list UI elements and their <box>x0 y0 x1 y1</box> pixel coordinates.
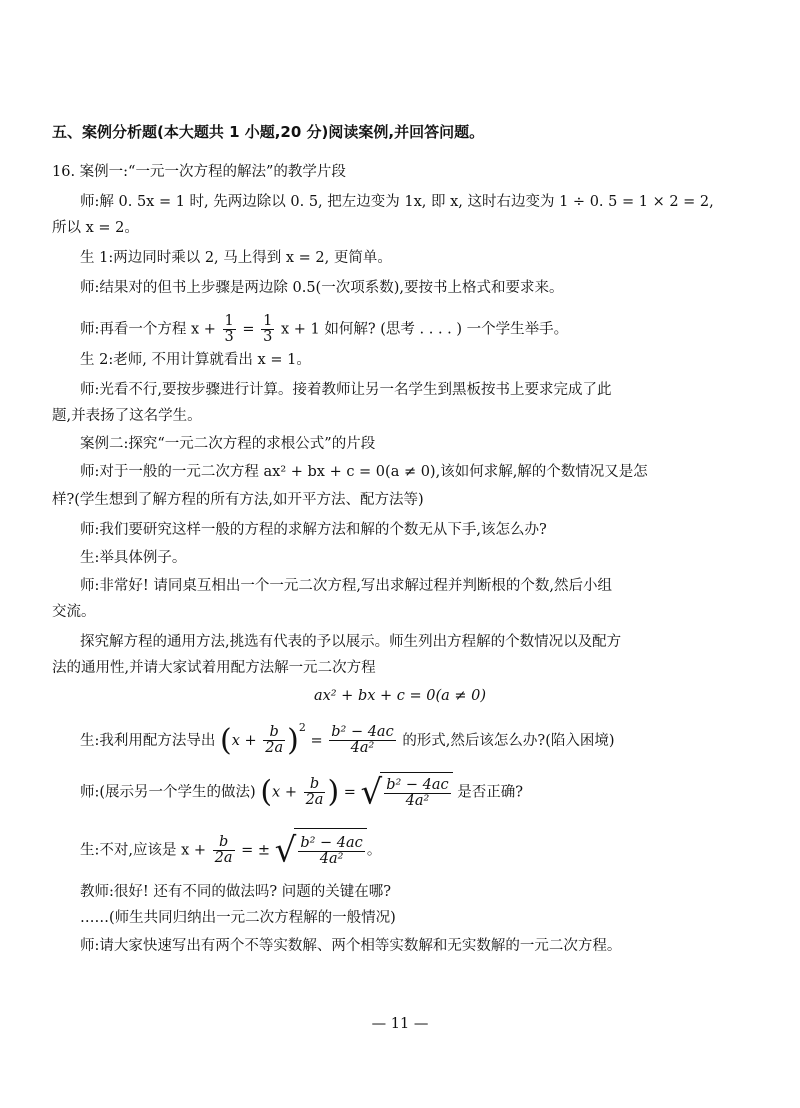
paragraph-line: 法的通用性,并请大家试着用配方法解一元二次方程 <box>52 660 376 676</box>
paragraph-line: 探究解方程的通用方法,挑选有代表的予以展示。师生列出方程解的个数情况以及配方 <box>80 634 622 650</box>
denominator: 4a² <box>350 740 375 757</box>
denominator: 3 <box>224 329 234 345</box>
exponent: 2 <box>298 721 306 734</box>
paragraph-line: 生 2:老师, 不用计算就看出 x = 1。 <box>80 352 311 368</box>
fraction <box>304 777 326 808</box>
denominator: 4a² <box>405 792 430 809</box>
denominator: 3 <box>263 329 273 345</box>
text-segment: x + 1 如何解? (思考 . . . . ) 一个学生举手。 <box>281 321 569 338</box>
fraction <box>329 725 395 756</box>
paragraph-line: 师:光看不行,要按步骤进行计算。接着教师让另一名学生到黑板按书上要求完成了此 <box>80 382 612 398</box>
denominator: 4a² <box>319 850 344 867</box>
text-segment: 是否正确? <box>457 784 524 801</box>
fraction <box>384 778 450 809</box>
page-number: — 11 — <box>371 1016 429 1032</box>
text-segment: 师:再看一个方程 x + <box>80 321 216 338</box>
fraction <box>223 314 236 345</box>
case1-title-line <box>52 162 760 182</box>
numerator: b² − 4ac <box>331 724 394 741</box>
fraction <box>263 725 285 756</box>
square-root <box>275 828 367 873</box>
paragraph-line-formula <box>80 716 760 756</box>
paragraph-line: 生 1:两边同时乘以 2, 马上得到 x = 2, 更简单。 <box>80 250 392 266</box>
paragraph-line: 师:我们要研究这样一般的方程的求解方法和解的个数无从下手,该怎么办? <box>80 522 547 538</box>
fraction <box>261 314 274 345</box>
paragraph-line: 师:非常好! 请同桌互相出一个一元二次方程,写出求解过程并判断根的个数,然后小组 <box>80 578 613 594</box>
left-paren: ( <box>220 722 232 758</box>
denominator: 2a <box>214 850 233 866</box>
section-title: 五、案例分析题(本大题共 1 小题,20 分)阅读案例,并回答问题。 <box>52 123 485 141</box>
question-number: 16. <box>52 164 76 180</box>
right-paren: ) <box>287 722 299 758</box>
numerator: 1 <box>263 313 273 329</box>
equals-sign: = <box>343 784 356 801</box>
text-segment: 生:我利用配方法导出 <box>80 732 216 749</box>
case2-title: 案例二:探究“一元二次方程的求根公式”的片段 <box>80 436 376 452</box>
numerator: 1 <box>224 313 234 329</box>
paragraph-line: 师:解 0. 5x = 1 时, 先两边除以 0. 5, 把左边变为 1x, 即 x, 这时右边变为 1 ÷ 0. 5 = 1 × 2 = 2, <box>80 194 714 210</box>
text-segment: 。 <box>366 842 382 859</box>
paragraph-line: 师:请大家快速写出有两个不等实数解、两个相等实数解和无实数解的一元二次方程。 <box>80 938 622 954</box>
numerator: b <box>213 835 235 851</box>
math-term: x + <box>231 732 257 749</box>
case1-title: 案例一:“一元一次方程的解法”的教学片段 <box>79 164 346 180</box>
paragraph-line: 所以 x = 2。 <box>52 220 139 236</box>
display-equation: ax² + bx + c = 0(a ≠ 0) <box>313 688 487 704</box>
denominator: 2a <box>265 740 284 757</box>
left-paren: ( <box>260 774 273 810</box>
text-segment: 的形式,然后该怎么办?(陷入困境) <box>402 732 615 749</box>
paragraph-line: 师:对于一般的一元二次方程 ax² + bx + c = 0(a ≠ 0),该如何求解,解的个数情况又是怎 <box>80 464 648 480</box>
numerator: b <box>263 725 285 741</box>
math-term: x + <box>272 784 297 801</box>
paragraph-line: 样?(学生想到了解方程的所有方法,如开平方法、配方法等) <box>52 492 424 508</box>
equals-sign: = <box>242 321 255 338</box>
square-root <box>361 772 453 813</box>
fraction <box>213 835 235 866</box>
paragraph-line-fraction <box>80 314 760 345</box>
numerator: b² − 4ac <box>300 834 363 851</box>
denominator: 2a <box>305 792 324 808</box>
right-paren: ) <box>327 774 340 810</box>
text-segment: 生:不对,应该是 x + <box>80 842 207 859</box>
fraction <box>298 836 364 867</box>
paragraph-line: 交流。 <box>52 604 96 620</box>
equals-sign: = <box>310 732 323 749</box>
paragraph-line: 生:举具体例子。 <box>80 550 187 566</box>
paragraph-line: 题,并表扬了这名学生。 <box>52 408 202 424</box>
radical-icon: √ <box>360 772 383 813</box>
text-segment: 师:(展示另一个学生的做法) <box>80 784 256 801</box>
plus-minus-sign: = ± <box>241 842 271 859</box>
paragraph-line: ……(师生共同归纳出一元二次方程解的一般情况) <box>80 910 396 926</box>
paragraph-line: 教师:很好! 还有不同的做法吗? 问题的关键在哪? <box>80 884 391 900</box>
paragraph-line-formula <box>80 772 760 812</box>
radical-icon: √ <box>274 830 297 871</box>
numerator: b² − 4ac <box>386 776 449 793</box>
paragraph-line-formula <box>80 828 760 872</box>
numerator: b <box>304 777 326 793</box>
paragraph-line: 师:结果对的但书上步骤是两边除 0.5(一次项系数),要按书上格式和要求来。 <box>80 280 564 296</box>
